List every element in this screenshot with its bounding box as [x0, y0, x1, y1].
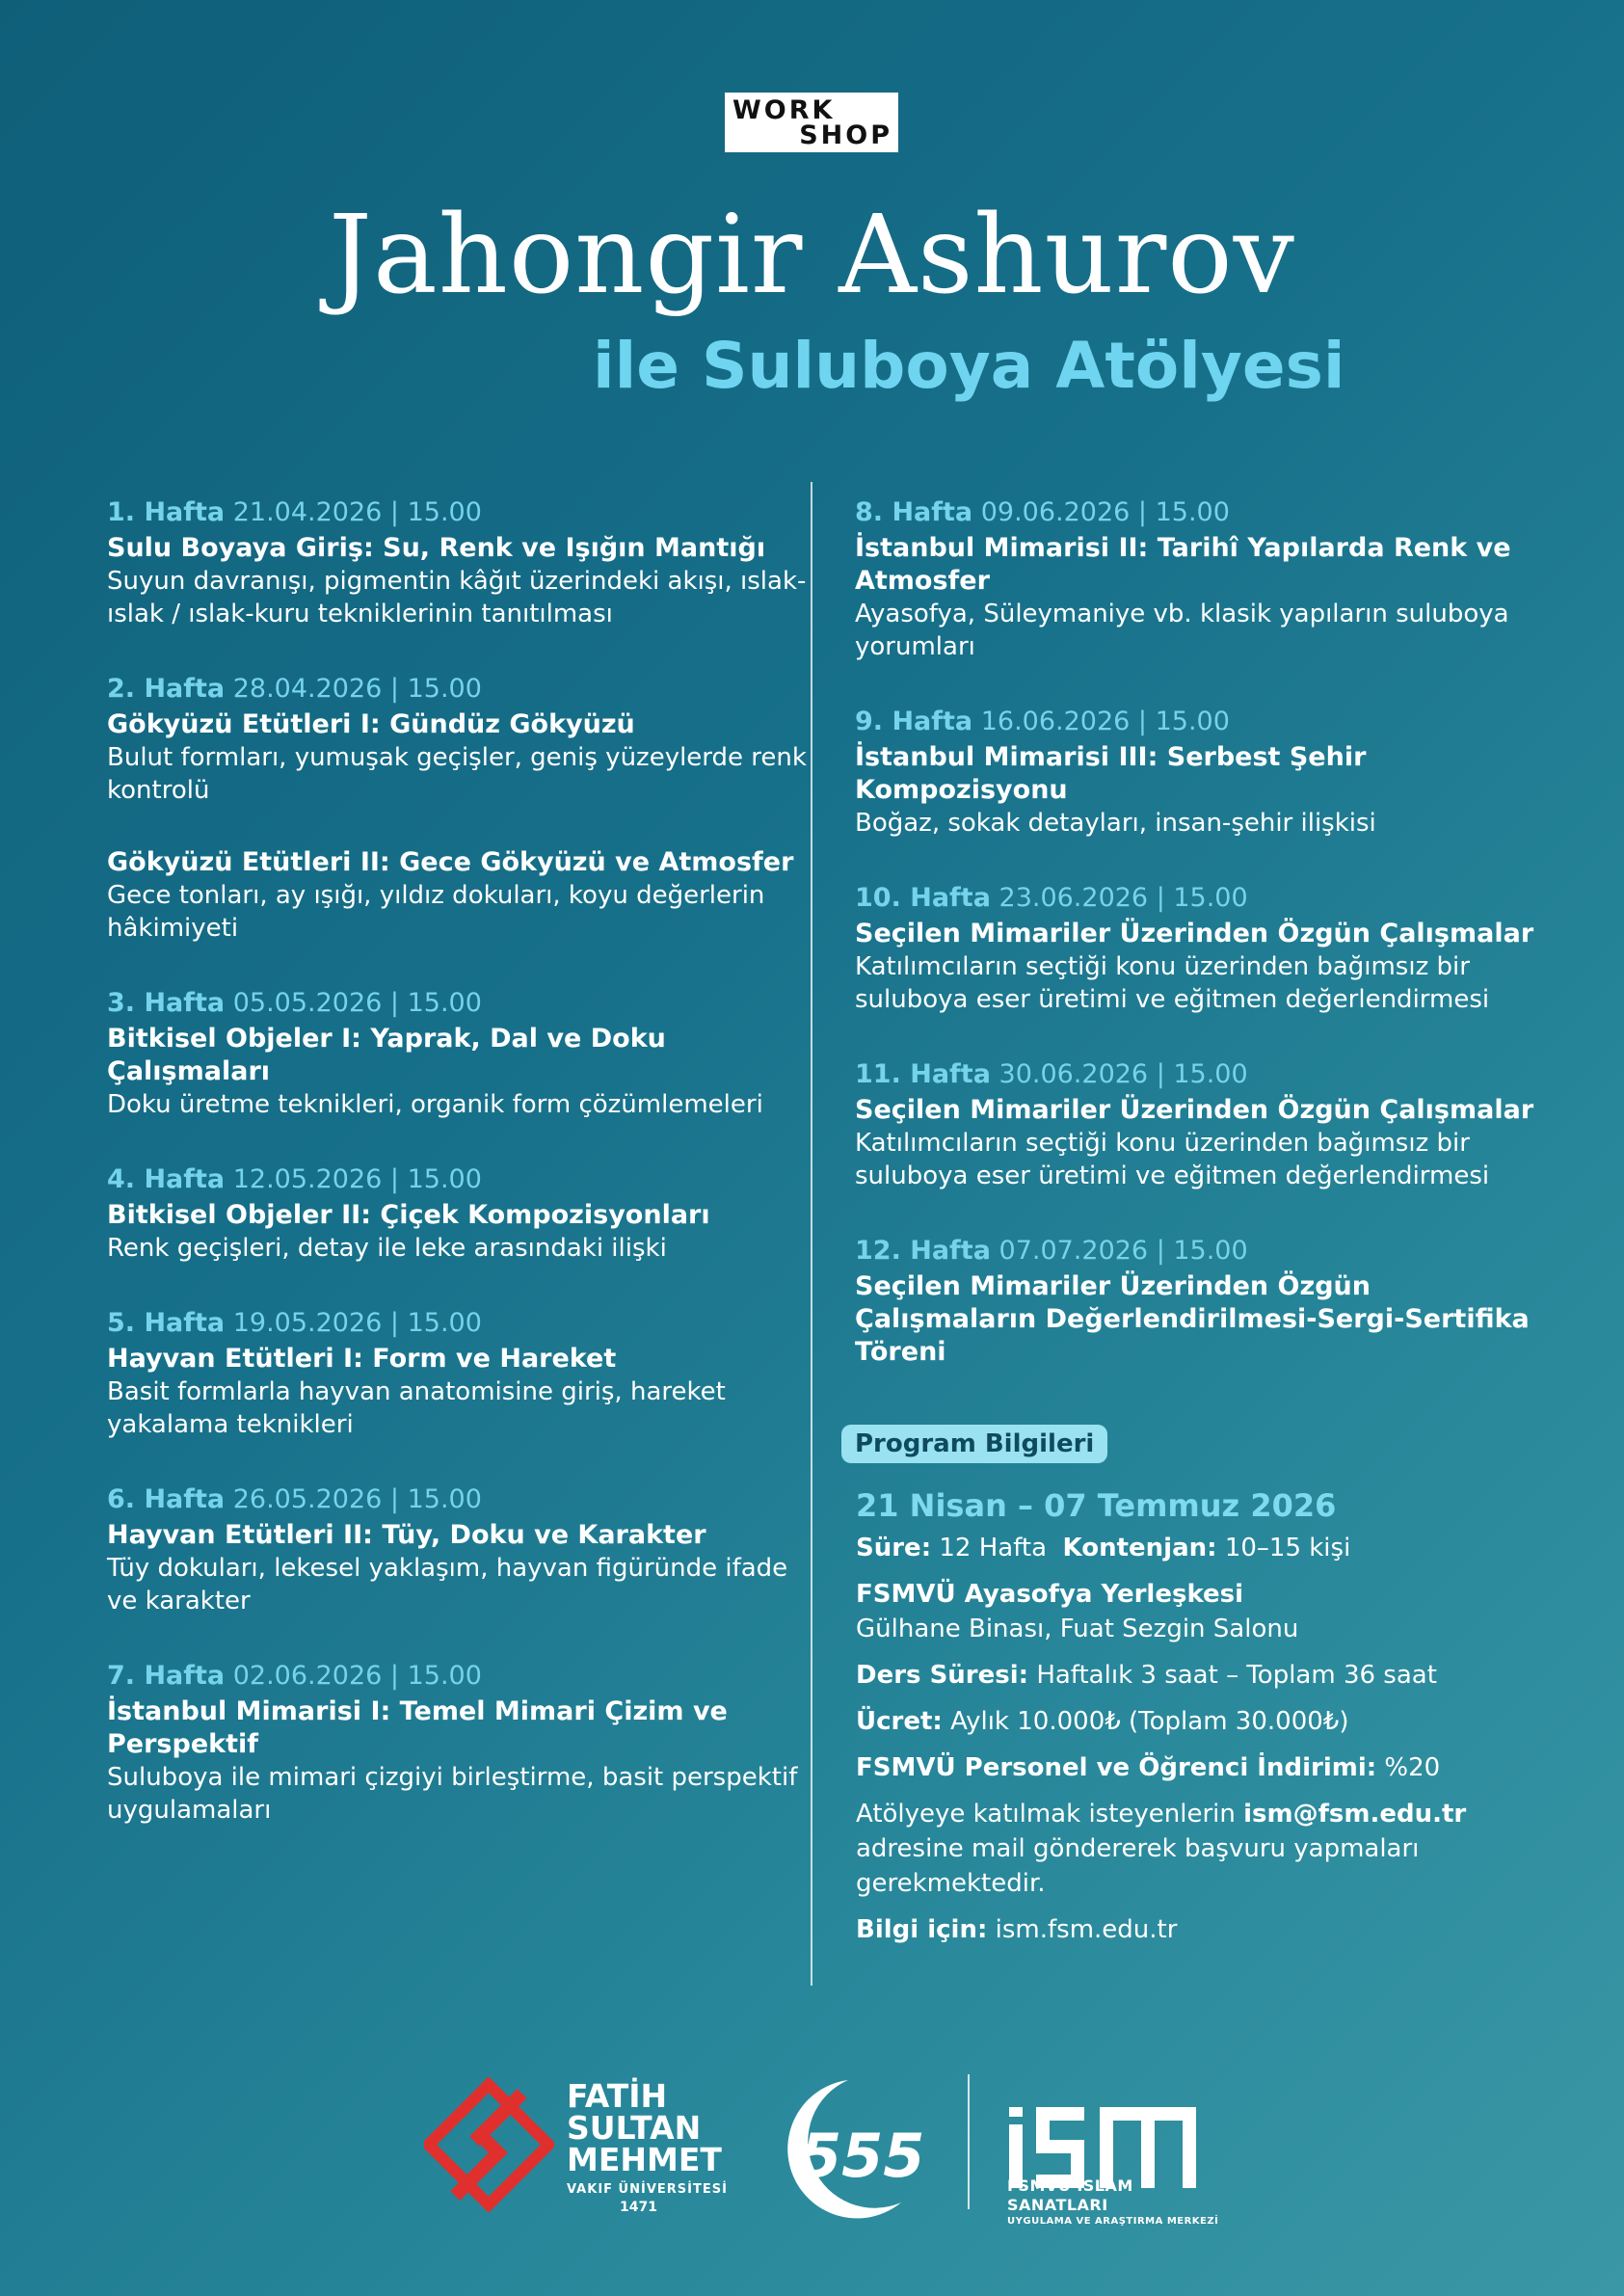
- program-dates: 21 Nisan – 07 Temmuz 2026: [856, 1487, 1337, 1524]
- fsm-logo-text: [567, 2077, 728, 2216]
- week-label: 3. Hafta: [107, 988, 226, 1018]
- apply-text-pre: Atölyeye katılmak isteyenlerin: [856, 1800, 1236, 1829]
- anniv-number: 555: [800, 2121, 925, 2191]
- week-desc: Renk geçişleri, detay ile leke arasındaki ilişki: [107, 1234, 667, 1263]
- week-block: [107, 984, 811, 1121]
- fsm-line1: FATİH: [567, 2077, 668, 2115]
- week-date: 09.06.2026 | 15.00: [980, 497, 1230, 527]
- week-date: 26.05.2026 | 15.00: [232, 1484, 482, 1514]
- week-date: 21.04.2026 | 15.00: [232, 497, 482, 527]
- week-header: [855, 879, 1549, 918]
- logo-separator: [968, 2074, 970, 2209]
- week-block: [107, 670, 811, 807]
- fsm-subtitle: VAKIF ÜNİVERSİTESİ: [567, 2182, 728, 2197]
- week-date: 23.06.2026 | 15.00: [998, 883, 1248, 913]
- program-info-tag: Program Bilgileri: [841, 1425, 1107, 1463]
- fee-row: [856, 1704, 1550, 1739]
- week-block: [107, 846, 811, 945]
- week-header: [107, 1161, 811, 1199]
- week-label: 7. Hafta: [107, 1661, 226, 1691]
- crescent-555-logo: [757, 2072, 930, 2227]
- badge-line2: SHOP: [799, 120, 892, 150]
- week-desc: Basit formlarla hayvan anatomisine giriş, hareket yakalama teknikleri: [107, 1377, 726, 1439]
- lesson-duration-row: [856, 1658, 1550, 1693]
- week-topic: Seçilen Mimariler Üzerinden Özgün Çalışmalar: [855, 1095, 1534, 1125]
- apply-text-post: adresine mail göndererek başvuru yapmaları gerekmektedir.: [856, 1834, 1420, 1898]
- week-topic: Hayvan Etütleri II: Tüy, Doku ve Karakter: [107, 1520, 706, 1550]
- week-desc: Katılımcıların seçtiği konu üzerinden bağımsız bir suluboya eser üretimi ve eğitmen değerlendirmesi: [855, 952, 1490, 1014]
- column-divider: [811, 482, 812, 1986]
- week-block: [855, 494, 1549, 663]
- week-topic: Seçilen Mimariler Üzerinden Özgün Çalışmaların Değerlendirilmesi-Sergi-Sertifika Töreni: [855, 1271, 1530, 1367]
- week-topic: İstanbul Mimarisi III: Serbest Şehir Kompozisyonu: [855, 742, 1367, 805]
- fee-label: Ücret:: [856, 1707, 943, 1736]
- week-label: 1. Hafta: [107, 497, 226, 527]
- venue-name: Gülhane Binası, Fuat Sezgin Salonu: [856, 1615, 1299, 1643]
- week-header: [107, 1481, 811, 1519]
- info-label: Bilgi için:: [856, 1915, 988, 1944]
- fsm-line3: MEHMET: [567, 2141, 722, 2178]
- badge-line1: WORK: [732, 95, 836, 125]
- week-topic: İstanbul Mimarisi II: Tarihî Yapılarda Renk ve Atmosfer: [855, 533, 1511, 596]
- week-date: 02.06.2026 | 15.00: [232, 1661, 482, 1691]
- week-date: 30.06.2026 | 15.00: [998, 1059, 1248, 1089]
- week-topic: Gökyüzü Etütleri II: Gece Gökyüzü ve Atmosfer: [107, 847, 794, 877]
- week-topic: Bitkisel Objeler II: Çiçek Kompozisyonları: [107, 1200, 710, 1230]
- duration-label: Süre:: [856, 1534, 932, 1562]
- week-header: [855, 703, 1549, 741]
- week-desc: Katılımcıların seçtiği konu üzerinden bağımsız bir suluboya eser üretimi ve eğitmen değerlendirmesi: [855, 1129, 1490, 1190]
- fsm-year: 1471: [620, 2200, 657, 2215]
- week-block: [855, 1055, 1549, 1192]
- week-label: 6. Hafta: [107, 1484, 226, 1514]
- fsm-line2: SULTAN: [567, 2109, 702, 2147]
- week-header: [107, 494, 811, 532]
- campus-name: FSMVÜ Ayasofya Yerleşkesi: [856, 1580, 1244, 1609]
- fsm-logo-mark: [424, 2077, 554, 2212]
- week-topic: Hayvan Etütleri I: Form ve Hareket: [107, 1344, 617, 1374]
- week-header: [107, 1657, 811, 1695]
- week-topic: Gökyüzü Etütleri I: Gündüz Gökyüzü: [107, 709, 635, 739]
- week-header: [107, 984, 811, 1023]
- week-desc: Tüy dokuları, lekesel yaklaşım, hayvan figüründe ifade ve karakter: [107, 1554, 788, 1615]
- ism-line1: FSMVÜ İSLAM SANATLARI: [1007, 2176, 1133, 2214]
- quota-value: 10–15 kişi: [1224, 1534, 1351, 1562]
- discount-label: FSMVÜ Personel ve Öğrenci İndirimi:: [856, 1753, 1377, 1782]
- right-schedule: [855, 494, 1549, 1408]
- week-desc: Boğaz, sokak detayları, insan-şehir ilişkisi: [855, 809, 1376, 838]
- week-desc: Suluboya ile mimari çizgiyi birleştirme, basit perspektif uygulamaları: [107, 1763, 798, 1825]
- week-block: [107, 1304, 811, 1441]
- apply-email[interactable]: ism@fsm.edu.tr: [1243, 1800, 1467, 1829]
- week-desc: Bulut formları, yumuşak geçişler, geniş yüzeylerde renk kontrolü: [107, 743, 807, 805]
- week-block: [855, 703, 1549, 840]
- week-block: [855, 879, 1549, 1016]
- week-topic: Seçilen Mimariler Üzerinden Özgün Çalışmalar: [855, 919, 1534, 948]
- fee-value: Aylık 10.000₺ (Toplam 30.000₺): [950, 1707, 1349, 1736]
- duration-value: 12 Hafta: [939, 1534, 1048, 1562]
- week-label: 4. Hafta: [107, 1164, 226, 1194]
- week-date: 07.07.2026 | 15.00: [998, 1236, 1248, 1266]
- week-topic: Sulu Boyaya Giriş: Su, Renk ve Işığın Mantığı: [107, 533, 766, 563]
- left-schedule: [107, 494, 811, 1866]
- week-label: 10. Hafta: [855, 883, 991, 913]
- week-label: 8. Hafta: [855, 497, 973, 527]
- week-date: 19.05.2026 | 15.00: [232, 1308, 482, 1338]
- week-header: [855, 494, 1549, 532]
- week-label: 5. Hafta: [107, 1308, 226, 1338]
- week-topic: İstanbul Mimarisi I: Temel Mimari Çizim ve Perspektif: [107, 1696, 728, 1759]
- week-header: [107, 670, 811, 708]
- week-header: [855, 1232, 1549, 1270]
- week-desc: Ayasofya, Süleymaniye vb. klasik yapıların suluboya yorumları: [855, 600, 1509, 661]
- week-date: 12.05.2026 | 15.00: [232, 1164, 482, 1194]
- week-block: [855, 1232, 1549, 1369]
- duration-row: [856, 1531, 1550, 1565]
- week-block: [107, 1657, 811, 1827]
- week-label: 12. Hafta: [855, 1236, 991, 1266]
- location-row: [856, 1577, 1550, 1646]
- week-desc: Doku üretme teknikleri, organik form çözümlemeleri: [107, 1090, 763, 1119]
- week-block: [107, 1481, 811, 1617]
- week-label: 2. Hafta: [107, 674, 226, 704]
- week-date: 05.05.2026 | 15.00: [232, 988, 482, 1018]
- info-website[interactable]: ism.fsm.edu.tr: [995, 1915, 1178, 1944]
- apply-row: [856, 1797, 1550, 1901]
- page-title: Jahongir Ashurov: [329, 193, 1295, 318]
- week-header: [855, 1055, 1549, 1094]
- program-info: [856, 1484, 1550, 1947]
- week-desc: Suyun davranışı, pigmentin kâğıt üzerindeki akışı, ıslak-ıslak / ıslak-kuru tekniklerinin tanıtılması: [107, 567, 807, 628]
- week-block: [107, 1161, 811, 1265]
- quota-label: Kontenjan:: [1062, 1534, 1217, 1562]
- workshop-badge: [725, 93, 898, 152]
- lesson-duration-label: Ders Süresi:: [856, 1661, 1029, 1690]
- info-row: [856, 1912, 1550, 1947]
- week-topic: Bitkisel Objeler I: Yaprak, Dal ve Doku Çalışmaları: [107, 1024, 666, 1086]
- week-block: [107, 494, 811, 630]
- week-label: 11. Hafta: [855, 1059, 991, 1089]
- ism-logo-text: [1007, 2176, 1219, 2229]
- week-label: 9. Hafta: [855, 707, 973, 736]
- page-subtitle: ile Suluboya Atölyesi: [593, 329, 1345, 403]
- ism-line2: UYGULAMA VE ARAŞTIRMA MERKEZİ: [1007, 2216, 1219, 2227]
- discount-value: %20: [1384, 1753, 1441, 1782]
- week-header: [107, 1304, 811, 1343]
- week-date: 16.06.2026 | 15.00: [980, 707, 1230, 736]
- lesson-duration-value: Haftalık 3 saat – Toplam 36 saat: [1036, 1661, 1437, 1690]
- week-date: 28.04.2026 | 15.00: [232, 674, 482, 704]
- discount-row: [856, 1750, 1550, 1785]
- week-desc: Gece tonları, ay ışığı, yıldız dokuları, koyu değerlerin hâkimiyeti: [107, 881, 765, 943]
